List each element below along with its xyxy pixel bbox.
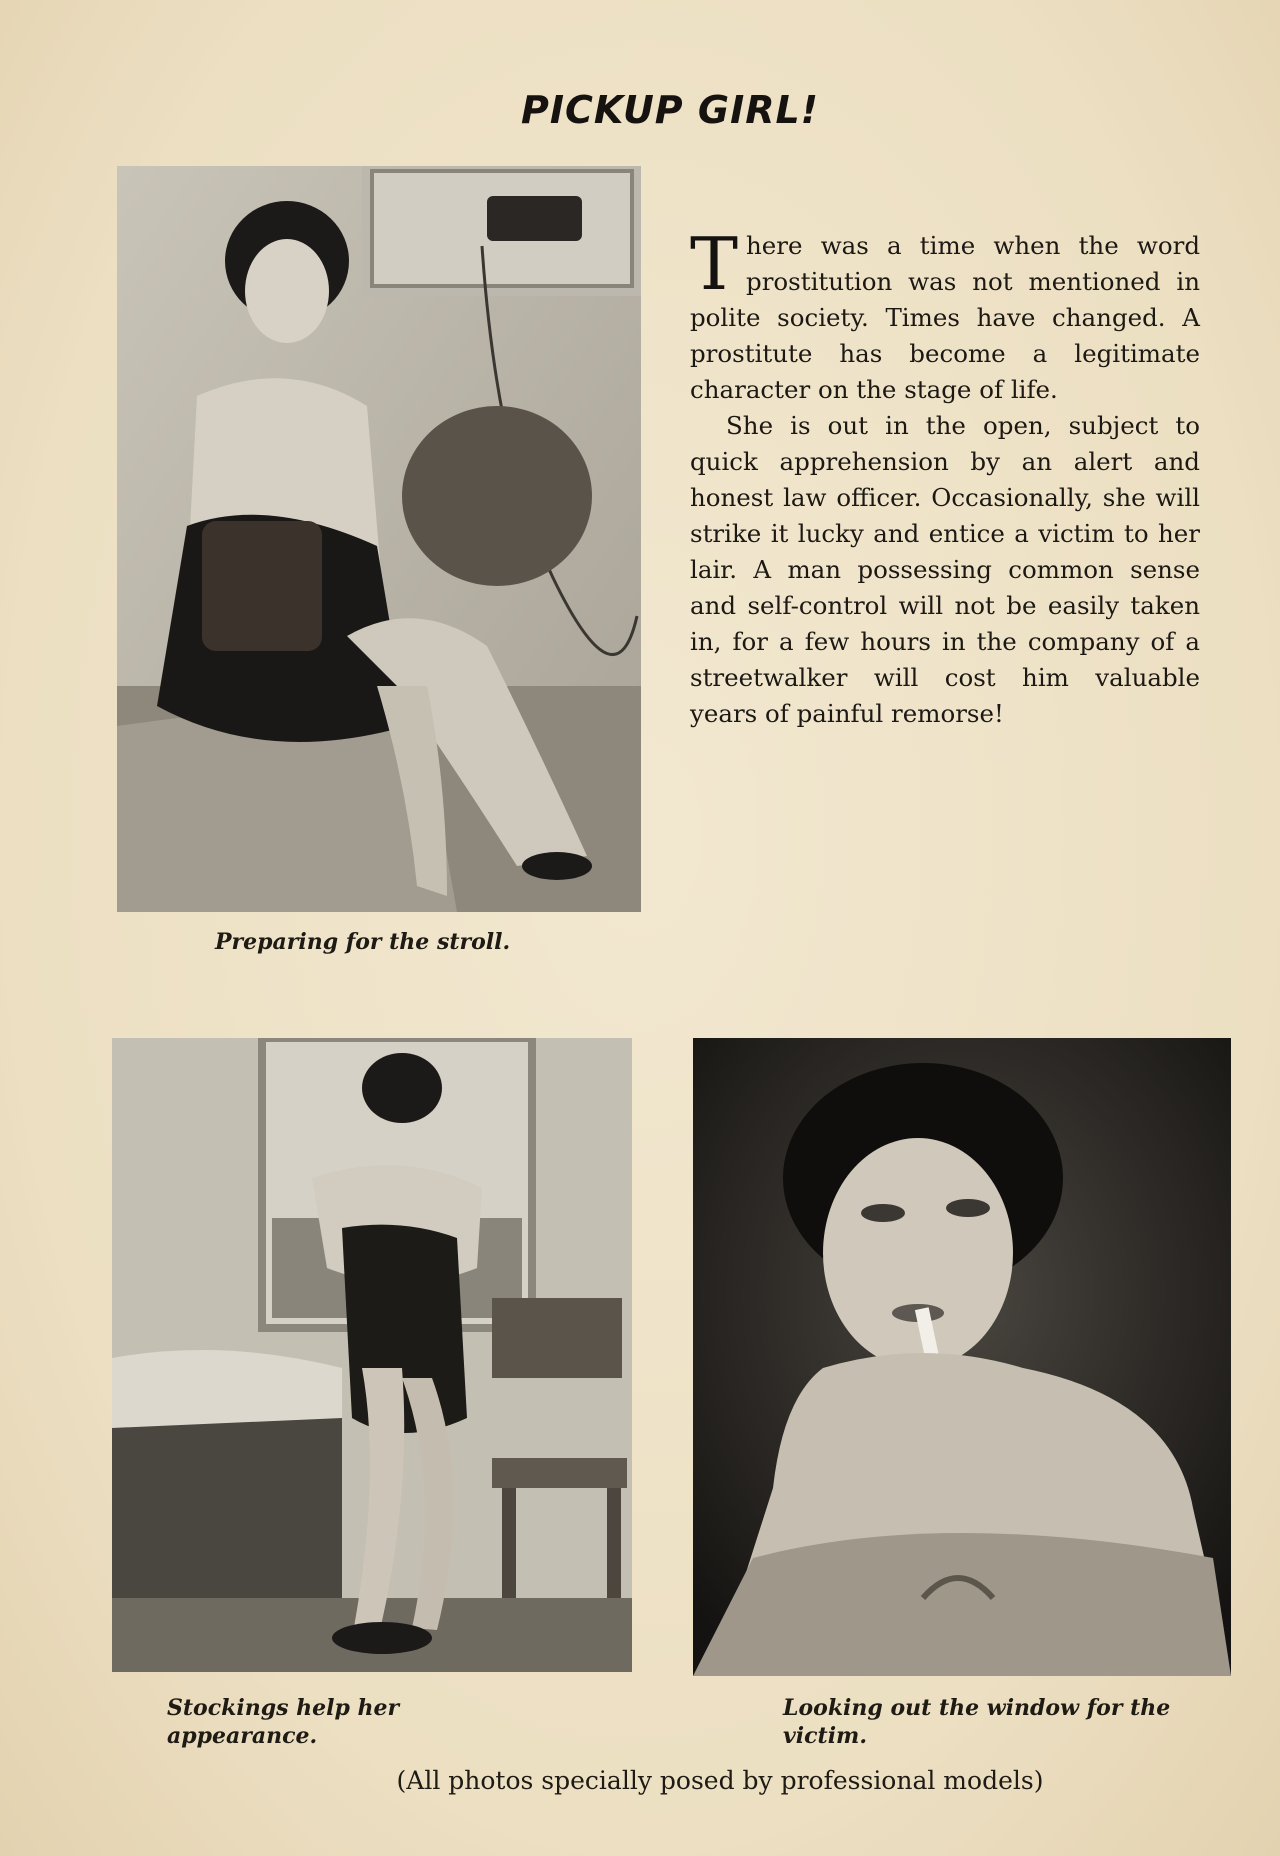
- photo-credit: (All photos specially posed by professional models): [396, 1766, 1044, 1795]
- photo-woman-stockings-illustration: [112, 1038, 632, 1672]
- article-body: [690, 222, 1200, 732]
- photo-woman-smoking-illustration: [693, 1038, 1231, 1676]
- page-title: PICKUP GIRL!: [520, 88, 820, 132]
- photo-window-smoking: [693, 1038, 1231, 1676]
- drop-cap: T: [690, 222, 739, 306]
- paragraph-1-text: here was a time when the word prostitution was not mentioned in polite society. Times have changed. A prostitute has become a legitimate character on the stage of life.: [690, 231, 1200, 404]
- caption-photo1: Preparing for the stroll.: [215, 929, 511, 955]
- paragraph-2: She is out in the open, subject to quick apprehension by an alert and honest law officer. Occasionally, she will strike it lucky and entice a victim to her lair. A man possessing common sense and self-control will not be easily taken in, for a few hours in the company of a streetwalker will cost him valuable years of painful remorse!: [690, 411, 1200, 728]
- photo-stockings: [112, 1038, 632, 1672]
- caption-photo2: Stockings help her appearance.: [167, 1695, 400, 1749]
- caption-photo3: Looking out the window for the victim.: [783, 1695, 1171, 1749]
- paragraph-1: [690, 222, 1200, 408]
- photo-preparing-stroll: [117, 166, 641, 912]
- photo-woman-on-bed-illustration: [117, 166, 641, 912]
